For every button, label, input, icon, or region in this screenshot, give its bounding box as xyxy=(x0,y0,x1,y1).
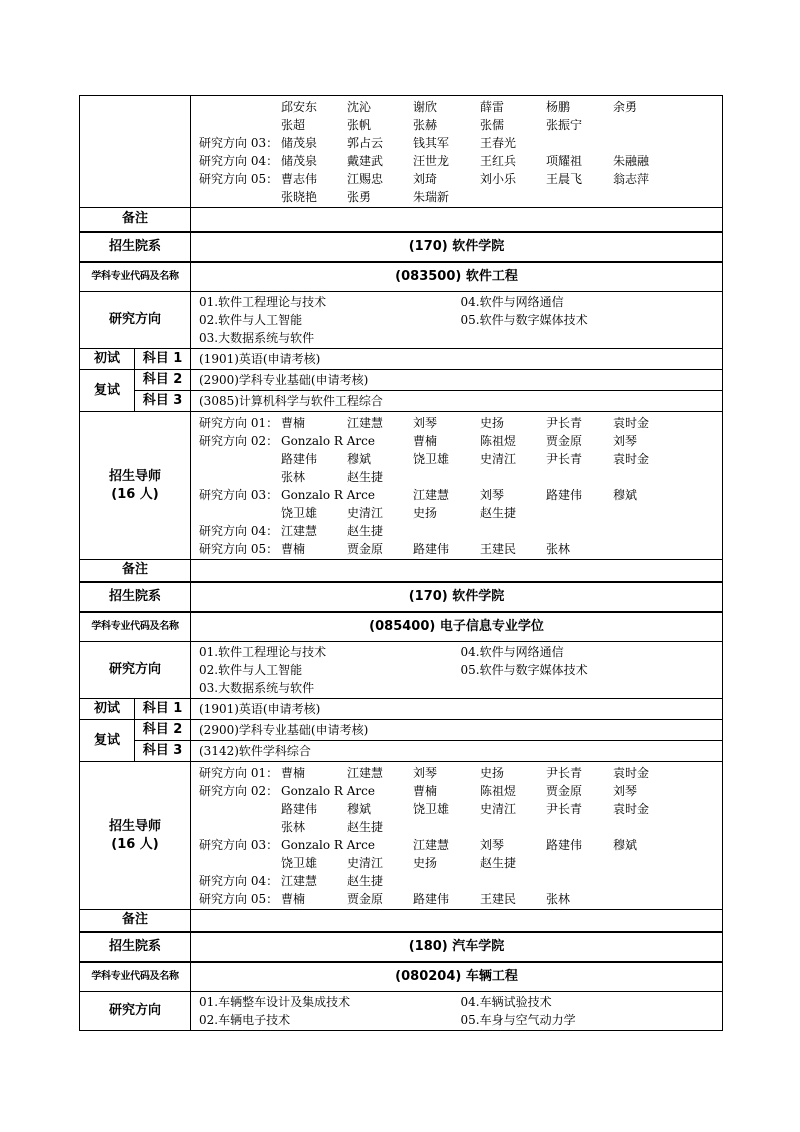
name-cell: 江建慧 xyxy=(347,765,384,780)
name-line xyxy=(199,98,722,116)
tutor-count: (16 人) xyxy=(111,486,159,502)
name-cell: 曹志伟 xyxy=(281,171,318,186)
direction-item: 03.大数据系统与软件 xyxy=(199,681,315,695)
table-row xyxy=(80,720,723,741)
name-line xyxy=(199,188,722,206)
name-cell: 研究方向 04： xyxy=(199,153,279,168)
name-cell: 研究方向 02： xyxy=(199,433,279,448)
name-cell: 路建伟 xyxy=(413,891,450,906)
direction-item: 04.软件与网络通信 xyxy=(460,295,564,309)
table-row xyxy=(80,910,723,932)
college-label: 招生院系 xyxy=(80,932,191,962)
subject-1-label: 科目 1 xyxy=(135,699,191,720)
research-direction-label: 研究方向 xyxy=(80,992,191,1031)
name-line xyxy=(199,152,722,170)
name-cell: 郭占云 xyxy=(347,135,384,150)
direction-item: 01.软件工程理论与技术 xyxy=(199,295,327,309)
table-row xyxy=(80,962,723,992)
research-directions-cell xyxy=(191,992,723,1031)
name-cell: 贾金原 xyxy=(347,891,384,906)
college-label: 招生院系 xyxy=(80,232,191,262)
name-cell: 张林 xyxy=(281,469,306,484)
direction-item: 02.软件与人工智能 xyxy=(199,313,303,327)
name-cell: 史扬 xyxy=(480,765,505,780)
subject-2-value: (2900)学科专业基础(申请考核) xyxy=(191,720,723,741)
name-cell: 刘琦 xyxy=(413,171,438,186)
name-cell: 史扬 xyxy=(413,855,438,870)
name-cell: 刘琴 xyxy=(480,487,505,502)
name-cell: 史扬 xyxy=(413,505,438,520)
remark-label: 备注 xyxy=(80,560,191,582)
college-name: (180) 汽车学院 xyxy=(191,932,723,962)
table-row xyxy=(80,349,723,370)
name-cell: 王建民 xyxy=(480,541,517,556)
name-cell: 杨鹏 xyxy=(546,99,571,114)
name-cell: 研究方向 01： xyxy=(199,765,279,780)
name-cell: 沈沁 xyxy=(347,99,372,114)
name-cell: 刘琴 xyxy=(613,433,638,448)
name-cell: 王春光 xyxy=(480,135,517,150)
tutor-label: 招生导师 xyxy=(108,468,161,484)
college-label: 招生院系 xyxy=(80,582,191,612)
name-cell: 曹楠 xyxy=(281,415,306,430)
name-cell: 穆斌 xyxy=(613,487,638,502)
tutor-list-cell xyxy=(191,412,723,560)
name-cell: 王建民 xyxy=(480,891,517,906)
research-direction-label: 研究方向 xyxy=(80,292,191,349)
subject-1-value: (1901)英语(申请考核) xyxy=(191,699,723,720)
name-cell: 袁时金 xyxy=(613,765,650,780)
direction-item: 05.软件与数字媒体技术 xyxy=(460,313,588,327)
directions-left xyxy=(199,293,461,347)
name-cell: 尹长青 xyxy=(546,451,583,466)
name-cell: 尹长青 xyxy=(546,801,583,816)
table-row xyxy=(80,762,723,910)
direction-item: 03.大数据系统与软件 xyxy=(199,331,315,345)
name-cell: 研究方向 03： xyxy=(199,135,279,150)
tutor-label: 招生导师 xyxy=(108,818,161,834)
name-cell: 尹长青 xyxy=(546,765,583,780)
name-cell: 张超 xyxy=(281,117,306,132)
name-line xyxy=(199,504,722,522)
name-cell: 戴建武 xyxy=(347,153,384,168)
table-row xyxy=(80,208,723,232)
retest-label: 复试 xyxy=(80,720,135,762)
remark-label: 备注 xyxy=(80,208,191,232)
table-row xyxy=(80,582,723,612)
directions-right xyxy=(461,993,723,1029)
name-cell: 史清江 xyxy=(347,505,384,520)
subject-3-label: 科目 3 xyxy=(135,391,191,412)
tutor-label-cell xyxy=(80,762,191,910)
name-cell: 江建慧 xyxy=(281,523,318,538)
major-name: (083500) 软件工程 xyxy=(191,262,723,292)
tutor-list-cell xyxy=(191,762,723,910)
name-line xyxy=(199,818,722,836)
name-cell: 赵生捷 xyxy=(347,819,384,834)
name-cell: 汪世龙 xyxy=(413,153,450,168)
direction-item: 01.车辆整车设计及集成技术 xyxy=(199,995,351,1009)
subject-3-label: 科目 3 xyxy=(135,741,191,762)
table-row xyxy=(80,96,723,208)
remark-cell xyxy=(191,910,723,932)
name-cell: 曹楠 xyxy=(413,433,438,448)
name-cell: 史清江 xyxy=(347,855,384,870)
name-cell: 饶卫雄 xyxy=(281,855,318,870)
name-list xyxy=(199,764,722,908)
table-row xyxy=(80,412,723,560)
name-cell: 江赐忠 xyxy=(347,171,384,186)
subject-3-value: (3085)计算机科学与软件工程综合 xyxy=(191,391,723,412)
name-cell: Gonzalo R Arce xyxy=(281,433,375,448)
table-row xyxy=(80,232,723,262)
name-cell: 朱瑞新 xyxy=(413,189,450,204)
name-cell: 研究方向 01： xyxy=(199,415,279,430)
name-cell: 贾金原 xyxy=(546,783,583,798)
name-cell: 翁志萍 xyxy=(613,171,650,186)
name-line xyxy=(199,450,722,468)
college-name: (170) 软件学院 xyxy=(191,232,723,262)
name-cell: 储茂泉 xyxy=(281,153,318,168)
major-name: (080204) 车辆工程 xyxy=(191,962,723,992)
name-line xyxy=(199,134,722,152)
name-line xyxy=(199,414,722,432)
name-cell: 江建慧 xyxy=(281,873,318,888)
college-name: (170) 软件学院 xyxy=(191,582,723,612)
direction-item: 01.软件工程理论与技术 xyxy=(199,645,327,659)
subject-2-value: (2900)学科专业基础(申请考核) xyxy=(191,370,723,391)
name-line xyxy=(199,836,722,854)
direction-item: 04.车辆试验技术 xyxy=(460,995,552,1009)
name-cell: 赵生捷 xyxy=(347,523,384,538)
name-cell: 研究方向 03： xyxy=(199,837,279,852)
name-cell: 刘琴 xyxy=(413,765,438,780)
remark-cell xyxy=(191,560,723,582)
name-cell: 余勇 xyxy=(613,99,638,114)
research-directions-cell xyxy=(191,292,723,349)
subject-1-label: 科目 1 xyxy=(135,349,191,370)
name-line xyxy=(199,170,722,188)
table-row xyxy=(80,560,723,582)
name-cell: 穆斌 xyxy=(347,451,372,466)
subject-2-label: 科目 2 xyxy=(135,370,191,391)
table-row xyxy=(80,370,723,391)
table-row xyxy=(80,741,723,762)
name-cell: 王晨飞 xyxy=(546,171,583,186)
name-cell: 储茂泉 xyxy=(281,135,318,150)
name-cell: 研究方向 02： xyxy=(199,783,279,798)
name-cell: 赵生捷 xyxy=(347,469,384,484)
directions-left xyxy=(199,993,461,1029)
remark-cell xyxy=(191,208,723,232)
name-cell: 饶卫雄 xyxy=(413,451,450,466)
name-line xyxy=(199,116,722,134)
direction-item: 05.车身与空气动力学 xyxy=(460,1013,576,1027)
major-name: (085400) 电子信息专业学位 xyxy=(191,612,723,642)
name-cell: 刘琴 xyxy=(613,783,638,798)
name-cell: 陈祖煜 xyxy=(480,433,517,448)
name-cell: 袁时金 xyxy=(613,801,650,816)
name-cell: Gonzalo R Arce xyxy=(281,837,375,852)
name-cell: 张林 xyxy=(546,541,571,556)
name-cell: 路建伟 xyxy=(546,487,583,502)
name-cell: 钱其军 xyxy=(413,135,450,150)
major-label: 学科专业代码及名称 xyxy=(80,612,191,642)
subject-1-value: (1901)英语(申请考核) xyxy=(191,349,723,370)
admissions-table xyxy=(79,95,723,1031)
direction-item: 02.软件与人工智能 xyxy=(199,663,303,677)
table-row xyxy=(80,992,723,1031)
name-list xyxy=(199,414,722,558)
name-cell: 刘琴 xyxy=(413,415,438,430)
name-cell: 陈祖煜 xyxy=(480,783,517,798)
name-line xyxy=(199,890,722,908)
name-cell: 朱融融 xyxy=(613,153,650,168)
name-cell: 尹长青 xyxy=(546,415,583,430)
name-line xyxy=(199,800,722,818)
name-cell: Gonzalo R Arce xyxy=(281,487,375,502)
name-line xyxy=(199,764,722,782)
subject-3-value: (3142)软件学科综合 xyxy=(191,741,723,762)
name-cell: 赵生捷 xyxy=(480,855,517,870)
name-cell: 研究方向 05： xyxy=(199,891,279,906)
table-row xyxy=(80,292,723,349)
name-cell: 穆斌 xyxy=(347,801,372,816)
name-cell: 张勇 xyxy=(347,189,372,204)
name-line xyxy=(199,872,722,890)
name-cell: 江建慧 xyxy=(413,487,450,502)
subject-2-label: 科目 2 xyxy=(135,720,191,741)
table-row xyxy=(80,262,723,292)
name-cell: 薛雷 xyxy=(480,99,505,114)
name-cell: 赵生捷 xyxy=(347,873,384,888)
directions-left xyxy=(199,643,461,697)
name-cell: 江建慧 xyxy=(347,415,384,430)
name-cell: 穆斌 xyxy=(613,837,638,852)
name-cell: 张林 xyxy=(281,819,306,834)
direction-item: 04.软件与网络通信 xyxy=(460,645,564,659)
name-cell: 研究方向 03： xyxy=(199,487,279,502)
initial-exam-label: 初试 xyxy=(80,699,135,720)
name-cell: 邱安东 xyxy=(281,99,318,114)
name-cell: 贾金原 xyxy=(347,541,384,556)
name-cell: 史扬 xyxy=(480,415,505,430)
tutor-label-cell xyxy=(80,412,191,560)
name-cell: 江建慧 xyxy=(413,837,450,852)
name-cell: 王红兵 xyxy=(480,153,517,168)
retest-label: 复试 xyxy=(80,370,135,412)
research-directions-cell xyxy=(191,642,723,699)
name-cell: 研究方向 04： xyxy=(199,523,279,538)
name-cell: 研究方向 04： xyxy=(199,873,279,888)
name-cell: 曹楠 xyxy=(413,783,438,798)
name-cell: 曹楠 xyxy=(281,891,306,906)
name-line xyxy=(199,782,722,800)
name-cell: 饶卫雄 xyxy=(413,801,450,816)
name-cell: 张赫 xyxy=(413,117,438,132)
name-cell: 史清江 xyxy=(480,451,517,466)
tutor-list-cell xyxy=(191,96,723,208)
name-cell: 谢欣 xyxy=(413,99,438,114)
name-cell: 袁时金 xyxy=(613,451,650,466)
name-cell: 曹楠 xyxy=(281,765,306,780)
tutor-count: (16 人) xyxy=(111,836,159,852)
name-cell: 路建伟 xyxy=(281,801,318,816)
remark-label: 备注 xyxy=(80,910,191,932)
name-cell: 研究方向 05： xyxy=(199,541,279,556)
name-cell: 项耀祖 xyxy=(546,153,583,168)
table-row xyxy=(80,642,723,699)
empty-label-cell xyxy=(80,96,191,208)
name-cell: 路建伟 xyxy=(281,451,318,466)
research-direction-label: 研究方向 xyxy=(80,642,191,699)
name-cell: 路建伟 xyxy=(546,837,583,852)
name-cell: 刘小乐 xyxy=(480,171,517,186)
name-cell: 袁时金 xyxy=(613,415,650,430)
name-cell: 张帆 xyxy=(347,117,372,132)
admissions-table-page xyxy=(79,95,722,1031)
name-cell: 张林 xyxy=(546,891,571,906)
directions-right xyxy=(461,643,723,697)
initial-exam-label: 初试 xyxy=(80,349,135,370)
direction-item: 05.软件与数字媒体技术 xyxy=(460,663,588,677)
table-row xyxy=(80,612,723,642)
name-cell: Gonzalo R Arce xyxy=(281,783,375,798)
name-cell: 曹楠 xyxy=(281,541,306,556)
name-line xyxy=(199,468,722,486)
name-line xyxy=(199,432,722,450)
name-line xyxy=(199,486,722,504)
name-list xyxy=(199,98,722,206)
name-cell: 路建伟 xyxy=(413,541,450,556)
name-cell: 贾金原 xyxy=(546,433,583,448)
name-cell: 刘琴 xyxy=(480,837,505,852)
major-label: 学科专业代码及名称 xyxy=(80,262,191,292)
name-cell: 赵生捷 xyxy=(480,505,517,520)
name-cell: 张儒 xyxy=(480,117,505,132)
name-cell: 研究方向 05： xyxy=(199,171,279,186)
name-cell: 张晓艳 xyxy=(281,189,318,204)
direction-item: 02.车辆电子技术 xyxy=(199,1013,291,1027)
major-label: 学科专业代码及名称 xyxy=(80,962,191,992)
table-row xyxy=(80,391,723,412)
table-row xyxy=(80,699,723,720)
name-cell: 史清江 xyxy=(480,801,517,816)
directions-right xyxy=(461,293,723,347)
name-cell: 饶卫雄 xyxy=(281,505,318,520)
name-line xyxy=(199,522,722,540)
name-line xyxy=(199,540,722,558)
table-row xyxy=(80,932,723,962)
name-cell: 张振宁 xyxy=(546,117,583,132)
name-line xyxy=(199,854,722,872)
